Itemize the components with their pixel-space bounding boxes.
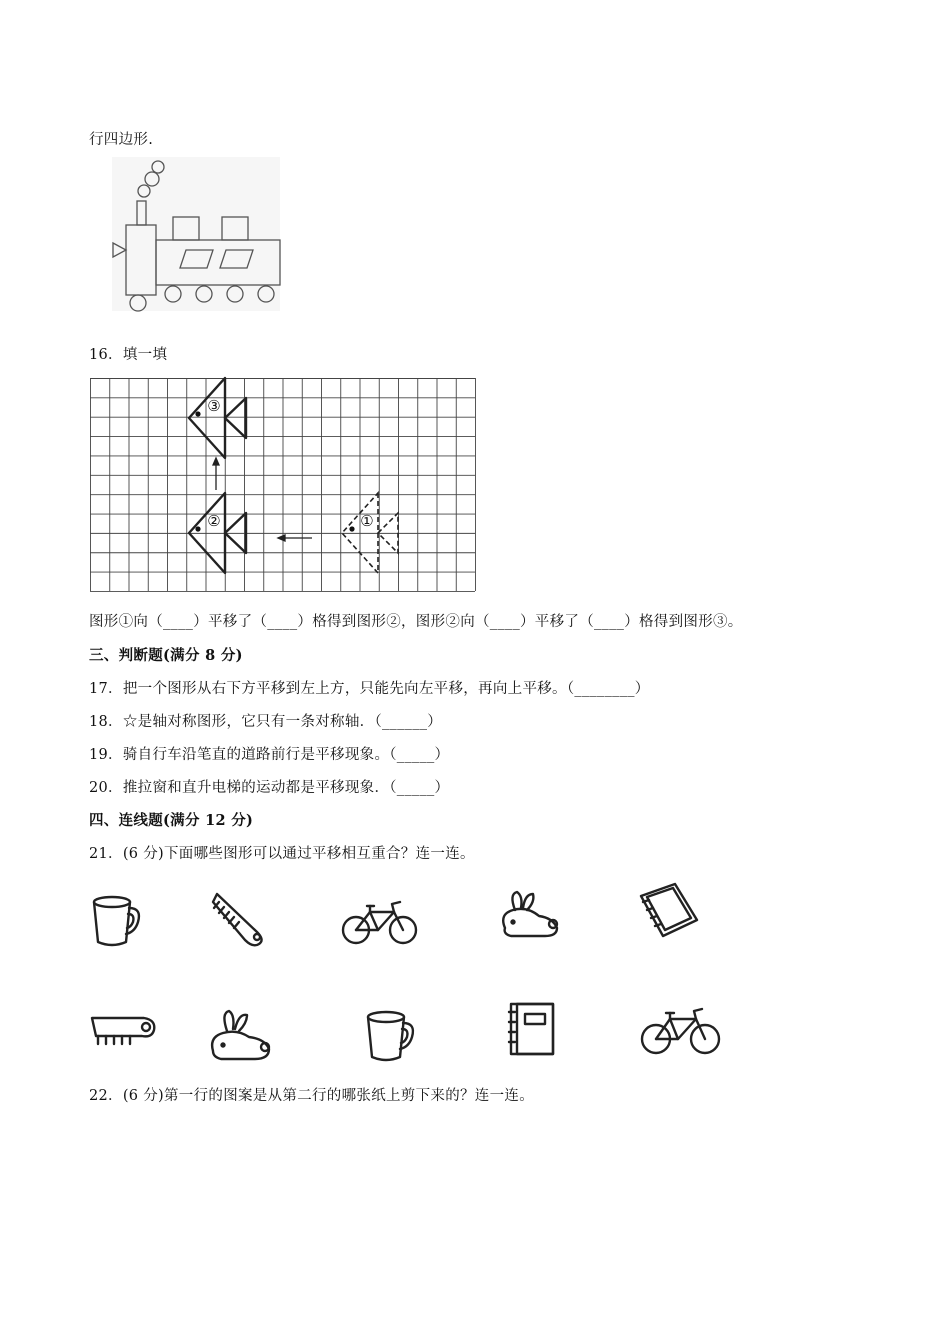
rabbit-icon[interactable]	[495, 888, 565, 943]
q22: 22．(6 分)第一行的图案是从第二行的哪张纸上剪下来的？连一连。	[89, 1088, 534, 1104]
q19: 19．骑自行车沿笔直的道路前行是平移现象。（_____）	[89, 747, 450, 763]
arrow-left	[278, 535, 312, 541]
rabbit-icon[interactable]	[205, 1005, 275, 1065]
book-icon[interactable]	[505, 1000, 560, 1058]
shape-1-label: ①	[360, 512, 374, 530]
bicycle-icon[interactable]	[640, 1005, 722, 1057]
arrow-up	[213, 458, 219, 490]
section4-heading: 四、连线题(满分 12 分)	[89, 812, 254, 829]
train-figure	[108, 155, 283, 315]
comb-icon[interactable]	[205, 888, 270, 950]
comb-icon[interactable]	[88, 1008, 160, 1048]
q16-title: 16．填一填	[89, 347, 168, 363]
q21: 21．(6 分)下面哪些图形可以通过平移相互重合？连一连。	[89, 846, 475, 862]
shape-2-label: ②	[207, 512, 221, 530]
shape-3	[189, 378, 246, 458]
cup-icon[interactable]	[362, 1005, 417, 1065]
translation-grid-figure	[90, 378, 476, 591]
q15-text-tail: 行四边形.	[89, 132, 154, 148]
q16-sentence: 图形①向（____）平移了（____）格得到图形②，图形②向（____）平移了（____）格得到图形③。	[89, 614, 743, 630]
book-icon[interactable]	[635, 880, 703, 942]
cup-icon[interactable]	[88, 890, 143, 950]
bicycle-icon[interactable]	[340, 898, 420, 948]
q18: 18．☆是轴对称图形，它只有一条对称轴．（______）	[89, 714, 443, 730]
q20: 20．推拉窗和直升电梯的运动都是平移现象．（_____）	[89, 780, 450, 796]
shape-3-label: ③	[207, 397, 221, 415]
shape-1-dot	[349, 526, 354, 531]
train-figure-background	[112, 157, 280, 311]
q17: 17．把一个图形从右下方平移到左上方，只能先向左平移，再向上平移。（________）	[89, 681, 650, 697]
grid-lines	[90, 378, 476, 591]
section3-heading: 三、判断题(满分 8 分)	[89, 647, 243, 664]
